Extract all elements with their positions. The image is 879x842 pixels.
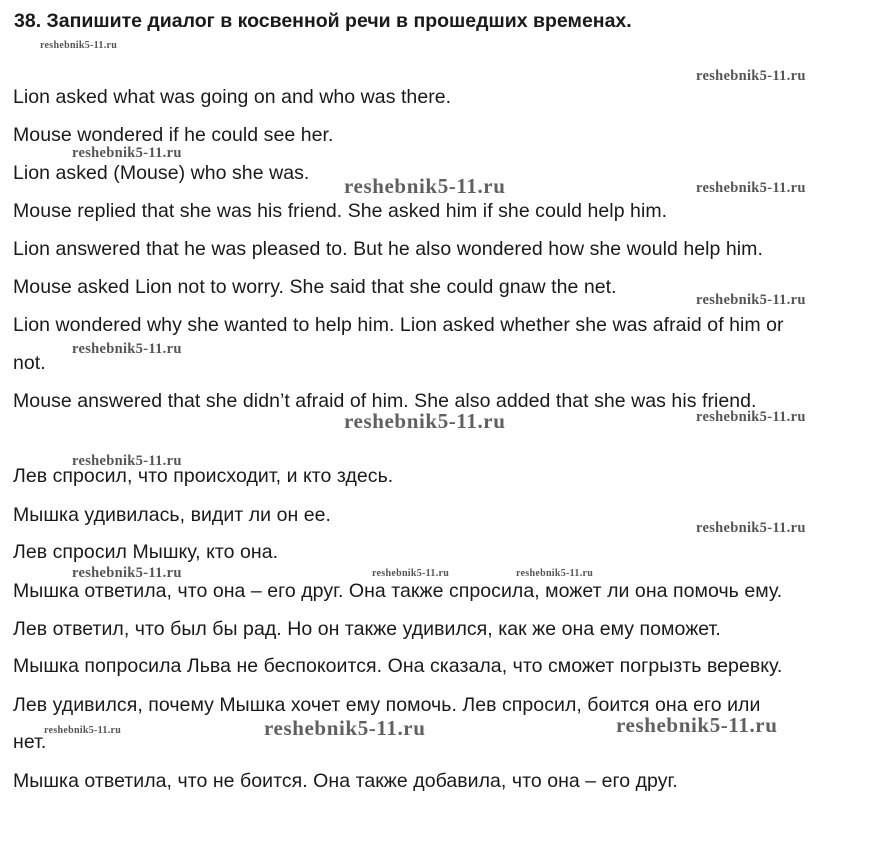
russian-line: Мышка ответила, что не боится. Она также добавила, что она – его друг. xyxy=(13,770,678,792)
watermark: reshebnik5-11.ru xyxy=(516,568,594,579)
watermark: reshebnik5-11.ru xyxy=(372,568,450,579)
watermark: reshebnik5-11.ru xyxy=(72,565,182,581)
english-line: Mouse answered that she didn’t afraid of him. She also added that she was his friend. xyxy=(13,390,757,412)
russian-line: Мышка ответила, что она – его друг. Она также спросила, может ли она помочь ему. xyxy=(13,580,783,602)
russian-line: Мышка попросила Льва не беспокоится. Она сказала, что сможет погрызть веревку. xyxy=(13,655,783,677)
english-line: not. xyxy=(13,352,46,374)
watermark: reshebnik5-11.ru xyxy=(344,174,506,198)
watermark: reshebnik5-11.ru xyxy=(72,453,182,469)
watermark: reshebnik5-11.ru xyxy=(616,713,778,737)
watermark: reshebnik5-11.ru xyxy=(696,292,806,308)
watermark: reshebnik5-11.ru xyxy=(344,409,506,433)
russian-line: Лев удивился, почему Мышка хочет ему помочь. Лев спросил, боится она его или xyxy=(13,694,761,716)
russian-line: Лев ответил, что был бы рад. Но он также удивился, как же она ему поможет. xyxy=(13,618,721,640)
watermark: reshebnik5-11.ru xyxy=(696,409,806,425)
russian-line: Лев спросил Мышку, кто она. xyxy=(13,541,279,563)
watermark: reshebnik5-11.ru xyxy=(44,725,122,736)
russian-line: Мышка удивилась, видит ли он ее. xyxy=(13,504,332,526)
english-line: Lion asked (Mouse) who she was. xyxy=(13,162,310,184)
watermark: reshebnik5-11.ru xyxy=(72,341,182,357)
watermark: reshebnik5-11.ru xyxy=(696,68,806,84)
exercise-title: 38. Запишите диалог в косвенной речи в прошедших временах. xyxy=(14,10,632,32)
watermark: reshebnik5-11.ru xyxy=(696,520,806,536)
english-line: Lion asked what was going on and who was there. xyxy=(13,86,452,108)
watermark: reshebnik5-11.ru xyxy=(72,145,182,161)
english-line: Mouse replied that she was his friend. She asked him if she could help him. xyxy=(13,200,668,222)
english-line: Mouse wondered if he could see her. xyxy=(13,124,334,146)
english-line: Lion answered that he was pleased to. But he also wondered how she would help him. xyxy=(13,238,763,260)
watermark: reshebnik5-11.ru xyxy=(40,40,118,51)
russian-line: нет. xyxy=(13,731,47,753)
watermark: reshebnik5-11.ru xyxy=(264,716,426,740)
english-line: Lion wondered why she wanted to help him. Lion asked whether she was afraid of him or xyxy=(13,314,784,336)
english-line: Mouse asked Lion not to worry. She said that she could gnaw the net. xyxy=(13,276,617,298)
russian-line: Лев спросил, что происходит, и кто здесь. xyxy=(13,465,394,487)
watermark: reshebnik5-11.ru xyxy=(696,180,806,196)
